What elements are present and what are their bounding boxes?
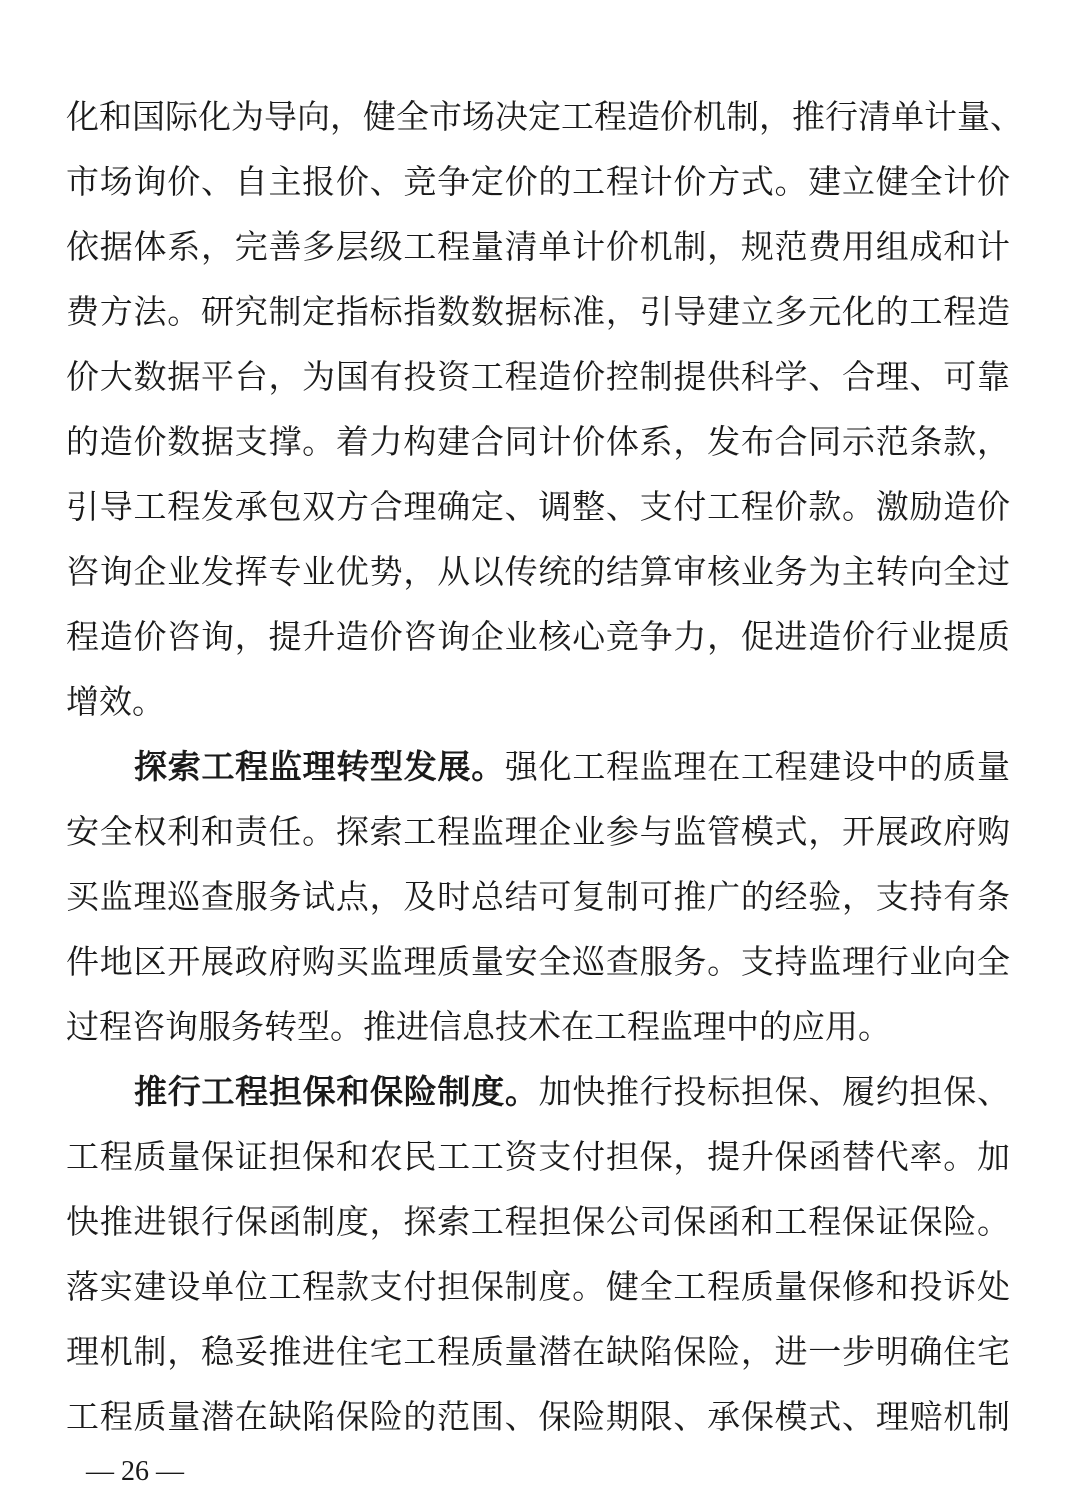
line-text: 化和国际化为导向，健全市场决定工程造价机制，推行清单计量、 [66,97,1023,136]
line-text: 工程质量保证担保和农民工工资支付担保，提升保函替代率。加 [66,1137,1010,1176]
line-text: 咨询企业发挥专业优势，从以传统的结算审核业务为主转向全过 [66,552,1010,591]
section-heading-line [134,747,1010,787]
line-text: 费方法。研究制定指标指数数据标准，引导建立多元化的工程造 [66,292,1010,331]
text-line-3 [66,227,1010,267]
text-line-12 [66,812,1010,852]
line-text: 程造价咨询，提升造价咨询企业核心竞争力，促进造价行业提质 [66,617,1010,656]
line-text: 落实建设单位工程款支付担保制度。健全工程质量保修和投诉处 [66,1267,1010,1306]
section-heading-supervision: 探索工程监理转型发展。 [134,747,505,786]
text-line-2 [66,162,1010,202]
text-line-14 [66,942,1010,982]
text-line-19 [66,1267,1010,1307]
text-line-5 [66,357,1010,397]
text-line-8 [66,552,1010,592]
text-line-20 [66,1332,1010,1372]
line-text: 加快推行投标担保、履约担保、 [538,1072,1011,1111]
line-text: 价大数据平台，为国有投资工程造价控制提供科学、合理、可靠 [66,357,1010,396]
text-line-9 [66,617,1010,657]
text-line-18 [66,1202,1010,1242]
line-text: 强化工程监理在工程建设中的质量 [504,747,1011,786]
line-text: 快推进银行保函制度，探索工程担保公司保函和工程保证保险。 [66,1202,1010,1241]
line-text: 增效。 [66,682,165,721]
line-text: 过程咨询服务转型。推进信息技术在工程监理中的应用。 [66,1007,891,1046]
line-text: 的造价数据支撑。着力构建合同计价体系，发布合同示范条款， [66,422,1010,461]
text-line-13 [66,877,1010,917]
text-line-21 [66,1397,1010,1437]
text-line-10 [66,682,1010,722]
line-text: 工程质量潜在缺陷保险的范围、保险期限、承保模式、理赔机制 [66,1397,1010,1436]
page-number: — 26 — [86,1456,184,1487]
line-text: 安全权利和责任。探索工程监理企业参与监管模式，开展政府购 [66,812,1010,851]
section-heading-line [134,1072,1010,1112]
text-line-6 [66,422,1010,462]
text-line-17 [66,1137,1010,1177]
line-text: 市场询价、自主报价、竞争定价的工程计价方式。建立健全计价 [66,162,1010,201]
section-heading-guarantee: 推行工程担保和保险制度。 [134,1072,539,1111]
text-line-7 [66,487,1010,527]
text-line-1 [66,97,1023,137]
line-text: 依据体系，完善多层级工程量清单计价机制，规范费用组成和计 [66,227,1010,266]
line-text: 件地区开展政府购买监理质量安全巡查服务。支持监理行业向全 [66,942,1010,981]
text-line-4 [66,292,1010,332]
line-text: 理机制，稳妥推进住宅工程质量潜在缺陷保险，进一步明确住宅 [66,1332,1010,1371]
line-text: 买监理巡查服务试点，及时总结可复制可推广的经验，支持有条 [66,877,1010,916]
line-text: 引导工程发承包双方合理确定、调整、支付工程价款。激励造价 [66,487,1010,526]
text-line-15 [66,1007,1010,1047]
